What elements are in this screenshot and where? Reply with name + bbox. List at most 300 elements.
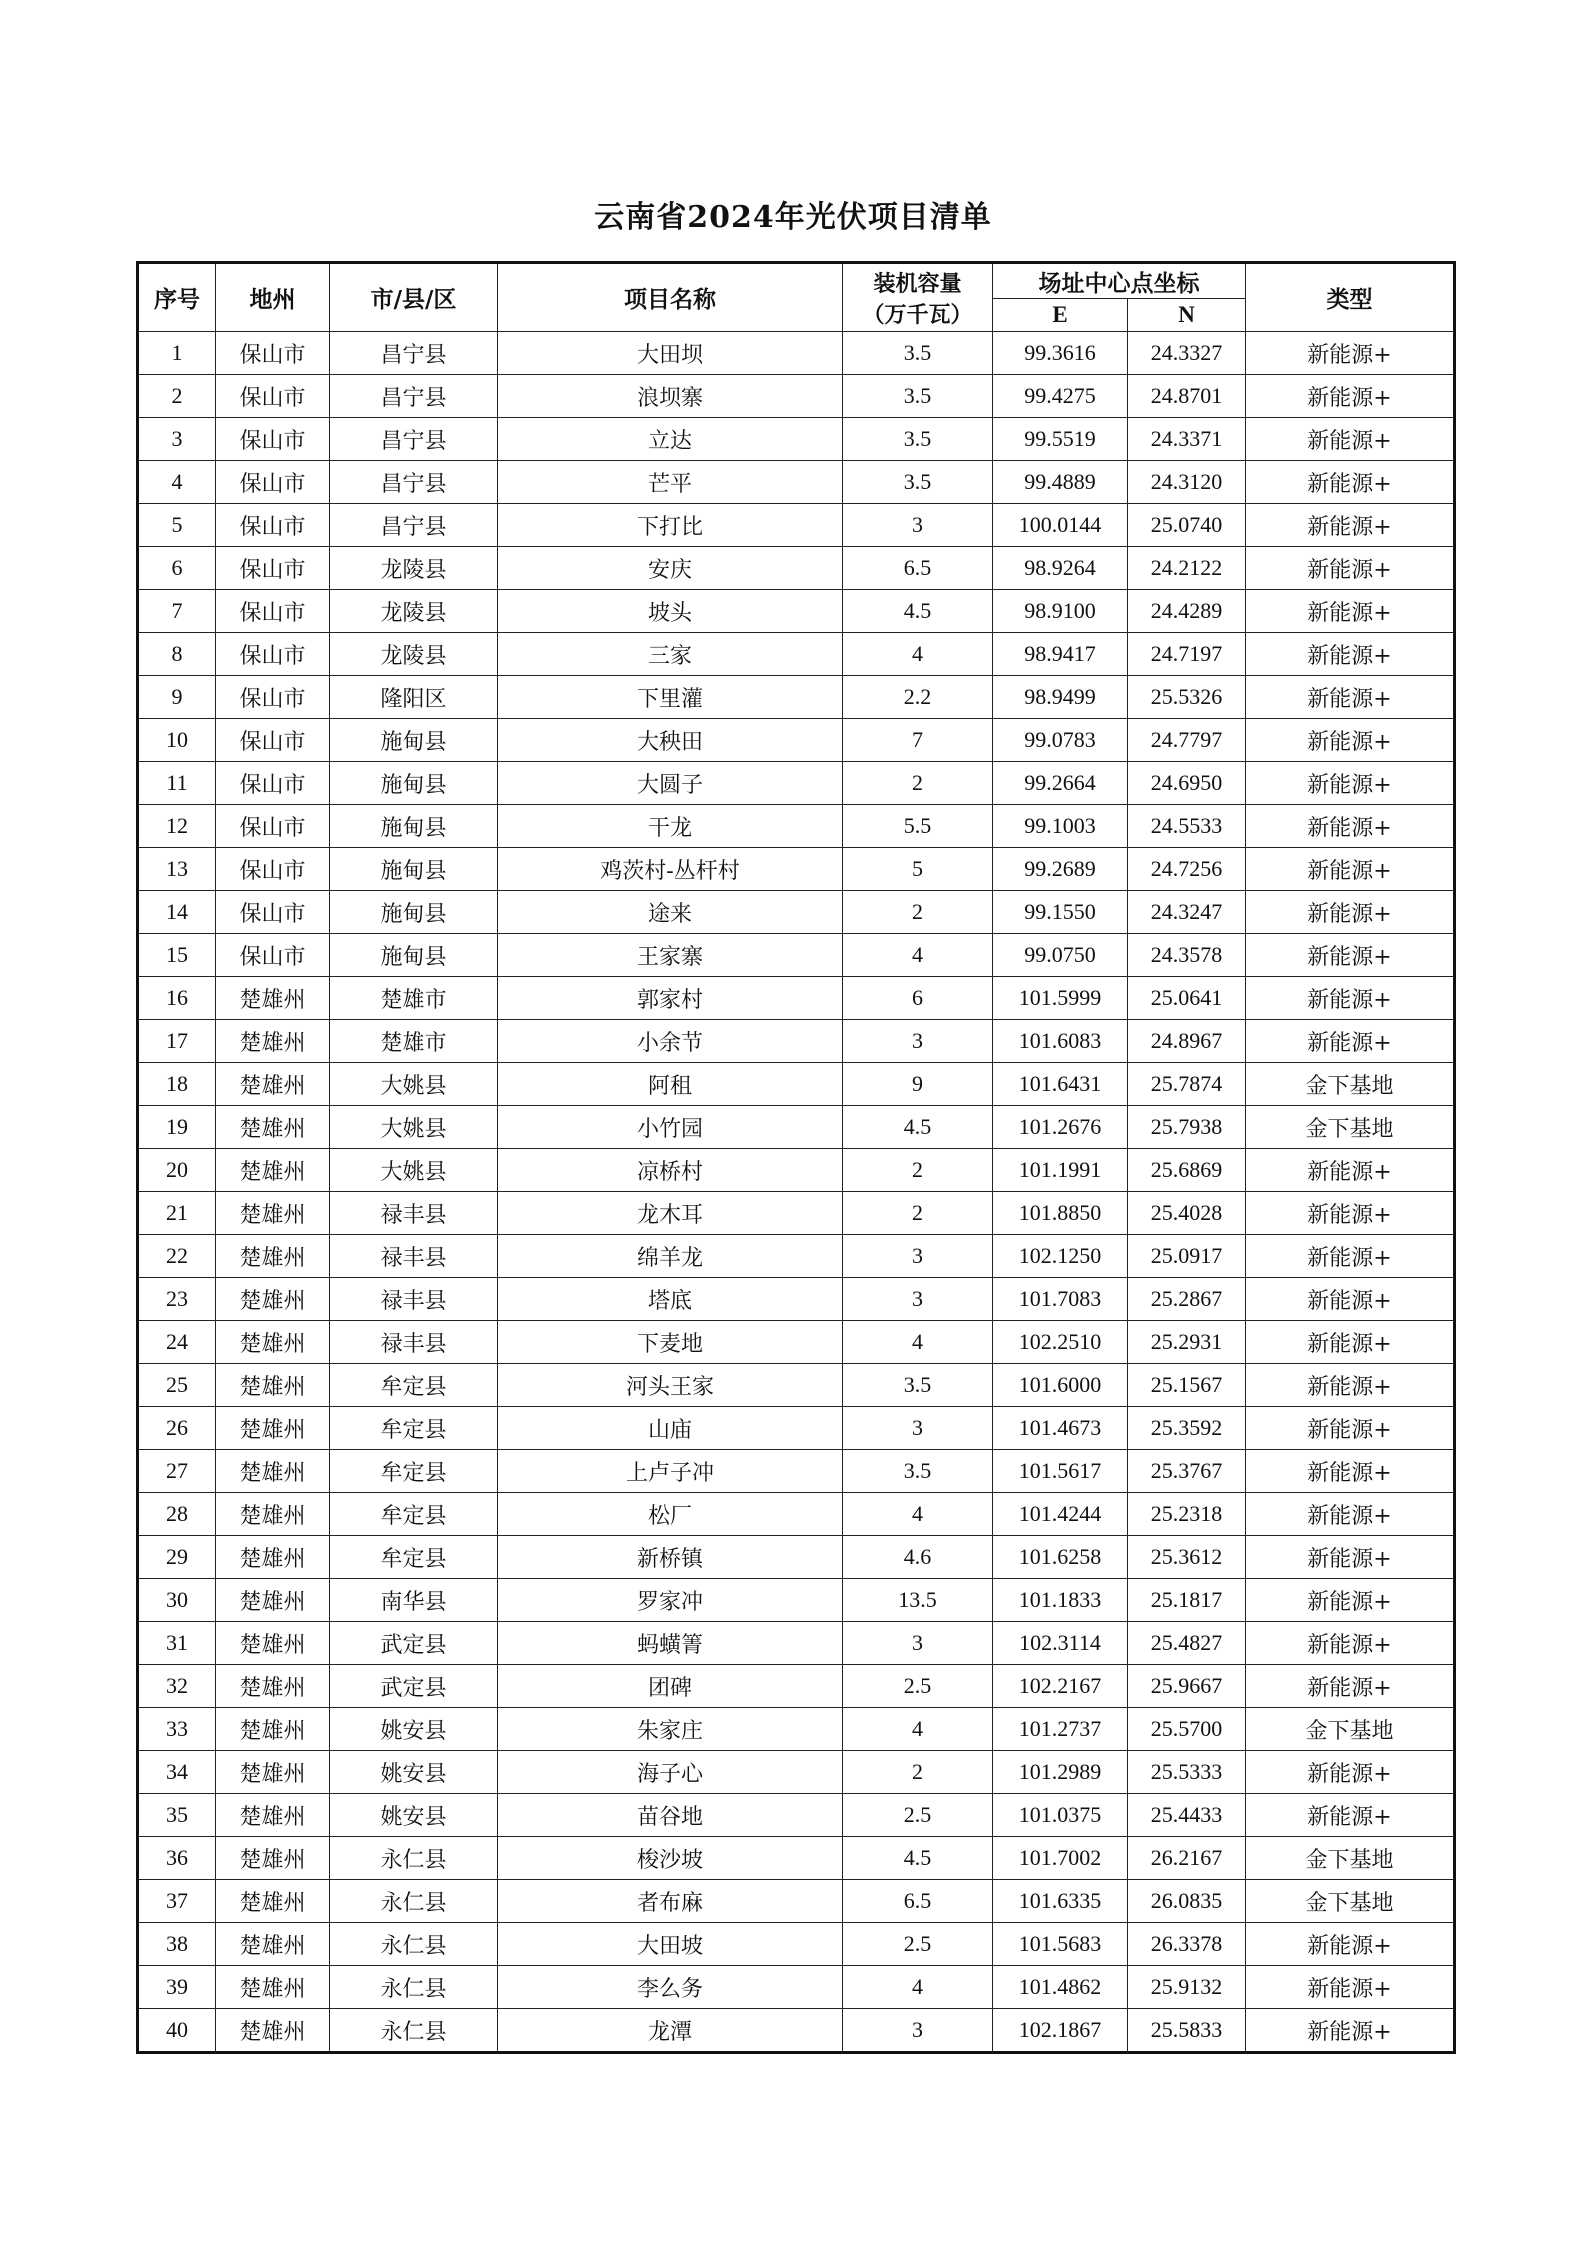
table-row (138, 1321, 1455, 1364)
cell-prefecture: 楚雄州 (216, 1837, 330, 1880)
cell-type: 新能源+ (1246, 1923, 1455, 1966)
cell-index: 20 (138, 1149, 216, 1192)
cell-project-name: 下打比 (498, 504, 843, 547)
cell-type: 金下基地 (1246, 1880, 1455, 1923)
table-row (138, 1493, 1455, 1536)
table-row (138, 547, 1455, 590)
cell-coord-n: 26.3378 (1128, 1923, 1246, 1966)
cell-index: 21 (138, 1192, 216, 1235)
cell-type: 新能源+ (1246, 1149, 1455, 1192)
cell-project-name: 河头王家 (498, 1364, 843, 1407)
cell-coord-e: 101.0375 (993, 1794, 1128, 1837)
cell-county: 昌宁县 (330, 461, 498, 504)
cell-coord-n: 25.3592 (1128, 1407, 1246, 1450)
cell-coord-n: 24.6950 (1128, 762, 1246, 805)
cell-prefecture: 保山市 (216, 805, 330, 848)
cell-prefecture: 保山市 (216, 332, 330, 375)
cell-capacity: 2 (843, 762, 993, 805)
cell-index: 16 (138, 977, 216, 1020)
cell-capacity: 6.5 (843, 547, 993, 590)
cell-coord-n: 25.0740 (1128, 504, 1246, 547)
cell-capacity: 3.5 (843, 1364, 993, 1407)
cell-coord-n: 25.5326 (1128, 676, 1246, 719)
header-capacity-label: 装机容量 (873, 270, 962, 297)
cell-index: 28 (138, 1493, 216, 1536)
cell-county: 武定县 (330, 1665, 498, 1708)
cell-project-name: 上卢子冲 (498, 1450, 843, 1493)
cell-type: 新能源+ (1246, 762, 1455, 805)
cell-county: 昌宁县 (330, 375, 498, 418)
cell-capacity: 4 (843, 1708, 993, 1751)
cell-coord-n: 25.0641 (1128, 977, 1246, 1020)
cell-capacity: 7 (843, 719, 993, 762)
cell-project-name: 鸡茨村-丛杆村 (498, 848, 843, 891)
cell-coord-n: 24.3371 (1128, 418, 1246, 461)
cell-index: 14 (138, 891, 216, 934)
cell-prefecture: 楚雄州 (216, 1708, 330, 1751)
cell-index: 1 (138, 332, 216, 375)
cell-prefecture: 保山市 (216, 547, 330, 590)
cell-type: 新能源+ (1246, 891, 1455, 934)
cell-prefecture: 楚雄州 (216, 1966, 330, 2009)
cell-coord-e: 99.2664 (993, 762, 1128, 805)
cell-project-name: 大秧田 (498, 719, 843, 762)
cell-coord-n: 26.2167 (1128, 1837, 1246, 1880)
cell-project-name: 海子心 (498, 1751, 843, 1794)
cell-index: 25 (138, 1364, 216, 1407)
cell-capacity: 4.5 (843, 1106, 993, 1149)
page-title: 云南省2024年光伏项目清单 (594, 200, 992, 235)
cell-coord-n: 25.9667 (1128, 1665, 1246, 1708)
cell-county: 姚安县 (330, 1751, 498, 1794)
cell-type: 金下基地 (1246, 1106, 1455, 1149)
cell-index: 30 (138, 1579, 216, 1622)
cell-prefecture: 楚雄州 (216, 1407, 330, 1450)
cell-capacity: 4 (843, 934, 993, 977)
cell-type: 新能源+ (1246, 1364, 1455, 1407)
table-row (138, 633, 1455, 676)
cell-index: 2 (138, 375, 216, 418)
cell-capacity: 2 (843, 1192, 993, 1235)
cell-county: 龙陵县 (330, 547, 498, 590)
cell-county: 施甸县 (330, 762, 498, 805)
cell-index: 35 (138, 1794, 216, 1837)
cell-county: 禄丰县 (330, 1235, 498, 1278)
cell-capacity: 3 (843, 1020, 993, 1063)
table-row (138, 805, 1455, 848)
cell-type: 新能源+ (1246, 1622, 1455, 1665)
cell-county: 昌宁县 (330, 504, 498, 547)
cell-project-name: 龙潭 (498, 2009, 843, 2053)
cell-project-name: 立达 (498, 418, 843, 461)
cell-project-name: 郭家村 (498, 977, 843, 1020)
cell-capacity: 2.5 (843, 1665, 993, 1708)
cell-prefecture: 保山市 (216, 934, 330, 977)
table-row (138, 1923, 1455, 1966)
cell-project-name: 大圆子 (498, 762, 843, 805)
cell-index: 31 (138, 1622, 216, 1665)
cell-coord-e: 101.6335 (993, 1880, 1128, 1923)
cell-coord-e: 101.5999 (993, 977, 1128, 1020)
cell-coord-e: 98.9417 (993, 633, 1128, 676)
cell-county: 施甸县 (330, 934, 498, 977)
table-row (138, 1579, 1455, 1622)
cell-index: 24 (138, 1321, 216, 1364)
cell-project-name: 朱家庄 (498, 1708, 843, 1751)
cell-project-name: 者布麻 (498, 1880, 843, 1923)
table-row (138, 848, 1455, 891)
cell-index: 37 (138, 1880, 216, 1923)
cell-coord-e: 101.4862 (993, 1966, 1128, 2009)
table-row (138, 1235, 1455, 1278)
cell-type: 新能源+ (1246, 676, 1455, 719)
cell-type: 新能源+ (1246, 1192, 1455, 1235)
cell-capacity: 6.5 (843, 1880, 993, 1923)
cell-coord-n: 25.7938 (1128, 1106, 1246, 1149)
cell-county: 施甸县 (330, 719, 498, 762)
cell-coord-n: 24.8967 (1128, 1020, 1246, 1063)
cell-type: 新能源+ (1246, 633, 1455, 676)
cell-project-name: 苗谷地 (498, 1794, 843, 1837)
cell-coord-n: 25.1567 (1128, 1364, 1246, 1407)
cell-type: 新能源+ (1246, 1235, 1455, 1278)
cell-prefecture: 楚雄州 (216, 1192, 330, 1235)
cell-project-name: 龙木耳 (498, 1192, 843, 1235)
cell-index: 29 (138, 1536, 216, 1579)
cell-capacity: 2.5 (843, 1923, 993, 1966)
header-capacity (843, 263, 993, 332)
cell-county: 永仁县 (330, 2009, 498, 2053)
cell-county: 南华县 (330, 1579, 498, 1622)
cell-capacity: 3.5 (843, 332, 993, 375)
cell-type: 新能源+ (1246, 1407, 1455, 1450)
cell-capacity: 4.5 (843, 1837, 993, 1880)
cell-county: 姚安县 (330, 1708, 498, 1751)
cell-prefecture: 保山市 (216, 719, 330, 762)
cell-capacity: 5 (843, 848, 993, 891)
cell-type: 新能源+ (1246, 590, 1455, 633)
table-row (138, 590, 1455, 633)
cell-capacity: 2.2 (843, 676, 993, 719)
cell-project-name: 梭沙坡 (498, 1837, 843, 1880)
cell-prefecture: 楚雄州 (216, 1751, 330, 1794)
cell-type: 新能源+ (1246, 1321, 1455, 1364)
cell-type: 金下基地 (1246, 1063, 1455, 1106)
cell-coord-e: 99.4889 (993, 461, 1128, 504)
cell-index: 12 (138, 805, 216, 848)
cell-coord-e: 98.9499 (993, 676, 1128, 719)
cell-prefecture: 楚雄州 (216, 1321, 330, 1364)
cell-county: 牟定县 (330, 1493, 498, 1536)
cell-coord-e: 100.0144 (993, 504, 1128, 547)
table-row (138, 1020, 1455, 1063)
cell-prefecture: 保山市 (216, 891, 330, 934)
cell-type: 新能源+ (1246, 418, 1455, 461)
table-row (138, 1106, 1455, 1149)
cell-coord-n: 24.3120 (1128, 461, 1246, 504)
table-row (138, 1708, 1455, 1751)
cell-index: 18 (138, 1063, 216, 1106)
cell-type: 金下基地 (1246, 1708, 1455, 1751)
cell-coord-n: 25.7874 (1128, 1063, 1246, 1106)
cell-prefecture: 楚雄州 (216, 1149, 330, 1192)
cell-coord-n: 25.3612 (1128, 1536, 1246, 1579)
cell-index: 32 (138, 1665, 216, 1708)
cell-capacity: 13.5 (843, 1579, 993, 1622)
cell-coord-e: 101.6000 (993, 1364, 1128, 1407)
cell-type: 新能源+ (1246, 1020, 1455, 1063)
cell-coord-e: 99.1003 (993, 805, 1128, 848)
cell-prefecture: 楚雄州 (216, 1622, 330, 1665)
cell-coord-n: 25.5333 (1128, 1751, 1246, 1794)
header-coord-e: E (993, 299, 1128, 332)
cell-prefecture: 保山市 (216, 848, 330, 891)
cell-coord-e: 102.1250 (993, 1235, 1128, 1278)
cell-project-name: 阿租 (498, 1063, 843, 1106)
table-row (138, 1149, 1455, 1192)
cell-capacity: 2 (843, 891, 993, 934)
cell-prefecture: 楚雄州 (216, 2009, 330, 2053)
cell-county: 永仁县 (330, 1880, 498, 1923)
header-prefecture: 地州 (216, 263, 330, 332)
cell-county: 楚雄市 (330, 977, 498, 1020)
cell-coord-e: 101.1833 (993, 1579, 1128, 1622)
table-row (138, 2009, 1455, 2053)
table-row (138, 1880, 1455, 1923)
cell-capacity: 3 (843, 2009, 993, 2053)
header-county: 市/县/区 (330, 263, 498, 332)
cell-type: 新能源+ (1246, 461, 1455, 504)
cell-coord-e: 99.4275 (993, 375, 1128, 418)
cell-index: 19 (138, 1106, 216, 1149)
cell-index: 11 (138, 762, 216, 805)
cell-type: 新能源+ (1246, 1751, 1455, 1794)
cell-capacity: 3 (843, 1622, 993, 1665)
cell-county: 姚安县 (330, 1794, 498, 1837)
table-body (138, 332, 1455, 2053)
header-type: 类型 (1246, 263, 1455, 332)
table-header (138, 263, 1455, 332)
cell-coord-n: 24.3327 (1128, 332, 1246, 375)
cell-coord-n: 25.0917 (1128, 1235, 1246, 1278)
cell-project-name: 芒平 (498, 461, 843, 504)
cell-coord-e: 101.5617 (993, 1450, 1128, 1493)
table-row (138, 1278, 1455, 1321)
cell-coord-n: 24.4289 (1128, 590, 1246, 633)
cell-index: 6 (138, 547, 216, 590)
cell-index: 27 (138, 1450, 216, 1493)
cell-prefecture: 保山市 (216, 504, 330, 547)
cell-coord-n: 26.0835 (1128, 1880, 1246, 1923)
cell-capacity: 2.5 (843, 1794, 993, 1837)
cell-coord-e: 99.5519 (993, 418, 1128, 461)
cell-coord-e: 101.8850 (993, 1192, 1128, 1235)
cell-capacity: 3.5 (843, 461, 993, 504)
cell-coord-e: 101.6258 (993, 1536, 1128, 1579)
cell-capacity: 3.5 (843, 375, 993, 418)
table-row (138, 719, 1455, 762)
table-row (138, 977, 1455, 1020)
cell-coord-n: 25.5833 (1128, 2009, 1246, 2053)
table-row (138, 1794, 1455, 1837)
table-row (138, 934, 1455, 977)
cell-capacity: 3.5 (843, 1450, 993, 1493)
cell-coord-e: 99.0783 (993, 719, 1128, 762)
cell-county: 龙陵县 (330, 590, 498, 633)
cell-county: 昌宁县 (330, 418, 498, 461)
cell-type: 新能源+ (1246, 1493, 1455, 1536)
table-row (138, 1665, 1455, 1708)
table-row (138, 418, 1455, 461)
cell-county: 施甸县 (330, 848, 498, 891)
cell-coord-e: 99.2689 (993, 848, 1128, 891)
cell-coord-e: 101.6083 (993, 1020, 1128, 1063)
cell-prefecture: 楚雄州 (216, 1794, 330, 1837)
cell-county: 龙陵县 (330, 633, 498, 676)
cell-coord-e: 102.2167 (993, 1665, 1128, 1708)
cell-type: 新能源+ (1246, 1794, 1455, 1837)
project-list-table (136, 261, 1456, 2054)
cell-capacity: 4 (843, 1493, 993, 1536)
table-row (138, 1407, 1455, 1450)
table-row (138, 1063, 1455, 1106)
cell-type: 新能源+ (1246, 934, 1455, 977)
cell-project-name: 凉桥村 (498, 1149, 843, 1192)
cell-county: 永仁县 (330, 1837, 498, 1880)
cell-prefecture: 楚雄州 (216, 1579, 330, 1622)
cell-capacity: 4.5 (843, 590, 993, 633)
cell-coord-n: 25.5700 (1128, 1708, 1246, 1751)
cell-capacity: 2 (843, 1751, 993, 1794)
cell-coord-n: 24.5533 (1128, 805, 1246, 848)
cell-coord-n: 25.4028 (1128, 1192, 1246, 1235)
cell-county: 禄丰县 (330, 1278, 498, 1321)
table-row (138, 1450, 1455, 1493)
header-coord-n: N (1128, 299, 1246, 332)
cell-type: 新能源+ (1246, 547, 1455, 590)
cell-coord-n: 25.4827 (1128, 1622, 1246, 1665)
cell-project-name: 山庙 (498, 1407, 843, 1450)
cell-project-name: 坡头 (498, 590, 843, 633)
cell-type: 新能源+ (1246, 977, 1455, 1020)
cell-type: 新能源+ (1246, 1278, 1455, 1321)
cell-type: 新能源+ (1246, 848, 1455, 891)
cell-project-name: 李么务 (498, 1966, 843, 2009)
cell-project-name: 浪坝寨 (498, 375, 843, 418)
cell-county: 牟定县 (330, 1407, 498, 1450)
cell-coord-n: 24.7256 (1128, 848, 1246, 891)
cell-project-name: 三家 (498, 633, 843, 676)
cell-prefecture: 楚雄州 (216, 1665, 330, 1708)
cell-prefecture: 楚雄州 (216, 1450, 330, 1493)
cell-coord-e: 101.1991 (993, 1149, 1128, 1192)
cell-coord-n: 24.3578 (1128, 934, 1246, 977)
cell-project-name: 大田坝 (498, 332, 843, 375)
cell-index: 38 (138, 1923, 216, 1966)
cell-index: 13 (138, 848, 216, 891)
cell-index: 36 (138, 1837, 216, 1880)
cell-county: 永仁县 (330, 1923, 498, 1966)
cell-coord-n: 25.3767 (1128, 1450, 1246, 1493)
table-row (138, 461, 1455, 504)
cell-index: 3 (138, 418, 216, 461)
cell-coord-n: 25.2867 (1128, 1278, 1246, 1321)
cell-prefecture: 楚雄州 (216, 1278, 330, 1321)
cell-prefecture: 保山市 (216, 375, 330, 418)
cell-capacity: 6 (843, 977, 993, 1020)
cell-county: 施甸县 (330, 805, 498, 848)
cell-index: 33 (138, 1708, 216, 1751)
cell-index: 40 (138, 2009, 216, 2053)
cell-capacity: 5.5 (843, 805, 993, 848)
cell-capacity: 4 (843, 633, 993, 676)
cell-index: 39 (138, 1966, 216, 2009)
cell-type: 新能源+ (1246, 332, 1455, 375)
cell-type: 新能源+ (1246, 1966, 1455, 2009)
cell-project-name: 途来 (498, 891, 843, 934)
table-row (138, 1837, 1455, 1880)
cell-prefecture: 楚雄州 (216, 1106, 330, 1149)
cell-prefecture: 保山市 (216, 633, 330, 676)
cell-project-name: 罗家冲 (498, 1579, 843, 1622)
cell-index: 22 (138, 1235, 216, 1278)
table-row (138, 1364, 1455, 1407)
cell-capacity: 3 (843, 1235, 993, 1278)
cell-index: 7 (138, 590, 216, 633)
cell-capacity: 9 (843, 1063, 993, 1106)
cell-capacity: 3 (843, 504, 993, 547)
cell-prefecture: 楚雄州 (216, 1364, 330, 1407)
header-coordinates: 场址中心点坐标 (993, 263, 1246, 299)
table-row (138, 762, 1455, 805)
cell-type: 金下基地 (1246, 1837, 1455, 1880)
cell-coord-e: 98.9264 (993, 547, 1128, 590)
cell-county: 楚雄市 (330, 1020, 498, 1063)
cell-coord-n: 24.8701 (1128, 375, 1246, 418)
cell-prefecture: 楚雄州 (216, 1493, 330, 1536)
table-row (138, 891, 1455, 934)
cell-coord-e: 99.1550 (993, 891, 1128, 934)
cell-coord-e: 101.2989 (993, 1751, 1128, 1794)
table-row (138, 1536, 1455, 1579)
cell-coord-e: 102.3114 (993, 1622, 1128, 1665)
cell-index: 4 (138, 461, 216, 504)
cell-coord-n: 25.1817 (1128, 1579, 1246, 1622)
cell-index: 10 (138, 719, 216, 762)
header-project-name: 项目名称 (498, 263, 843, 332)
cell-coord-e: 99.0750 (993, 934, 1128, 977)
cell-capacity: 2 (843, 1149, 993, 1192)
cell-coord-n: 24.7797 (1128, 719, 1246, 762)
cell-project-name: 安庆 (498, 547, 843, 590)
header-capacity-unit: （万千瓦） (862, 301, 973, 328)
cell-coord-e: 99.3616 (993, 332, 1128, 375)
cell-prefecture: 保山市 (216, 418, 330, 461)
cell-coord-e: 101.4673 (993, 1407, 1128, 1450)
cell-project-name: 下里灌 (498, 676, 843, 719)
cell-county: 施甸县 (330, 891, 498, 934)
cell-coord-n: 25.2318 (1128, 1493, 1246, 1536)
header-index: 序号 (138, 263, 216, 332)
cell-coord-e: 101.5683 (993, 1923, 1128, 1966)
table-row (138, 1192, 1455, 1235)
table-row (138, 1751, 1455, 1794)
cell-type: 新能源+ (1246, 1450, 1455, 1493)
cell-project-name: 塔底 (498, 1278, 843, 1321)
cell-index: 8 (138, 633, 216, 676)
cell-type: 新能源+ (1246, 719, 1455, 762)
table-row (138, 332, 1455, 375)
